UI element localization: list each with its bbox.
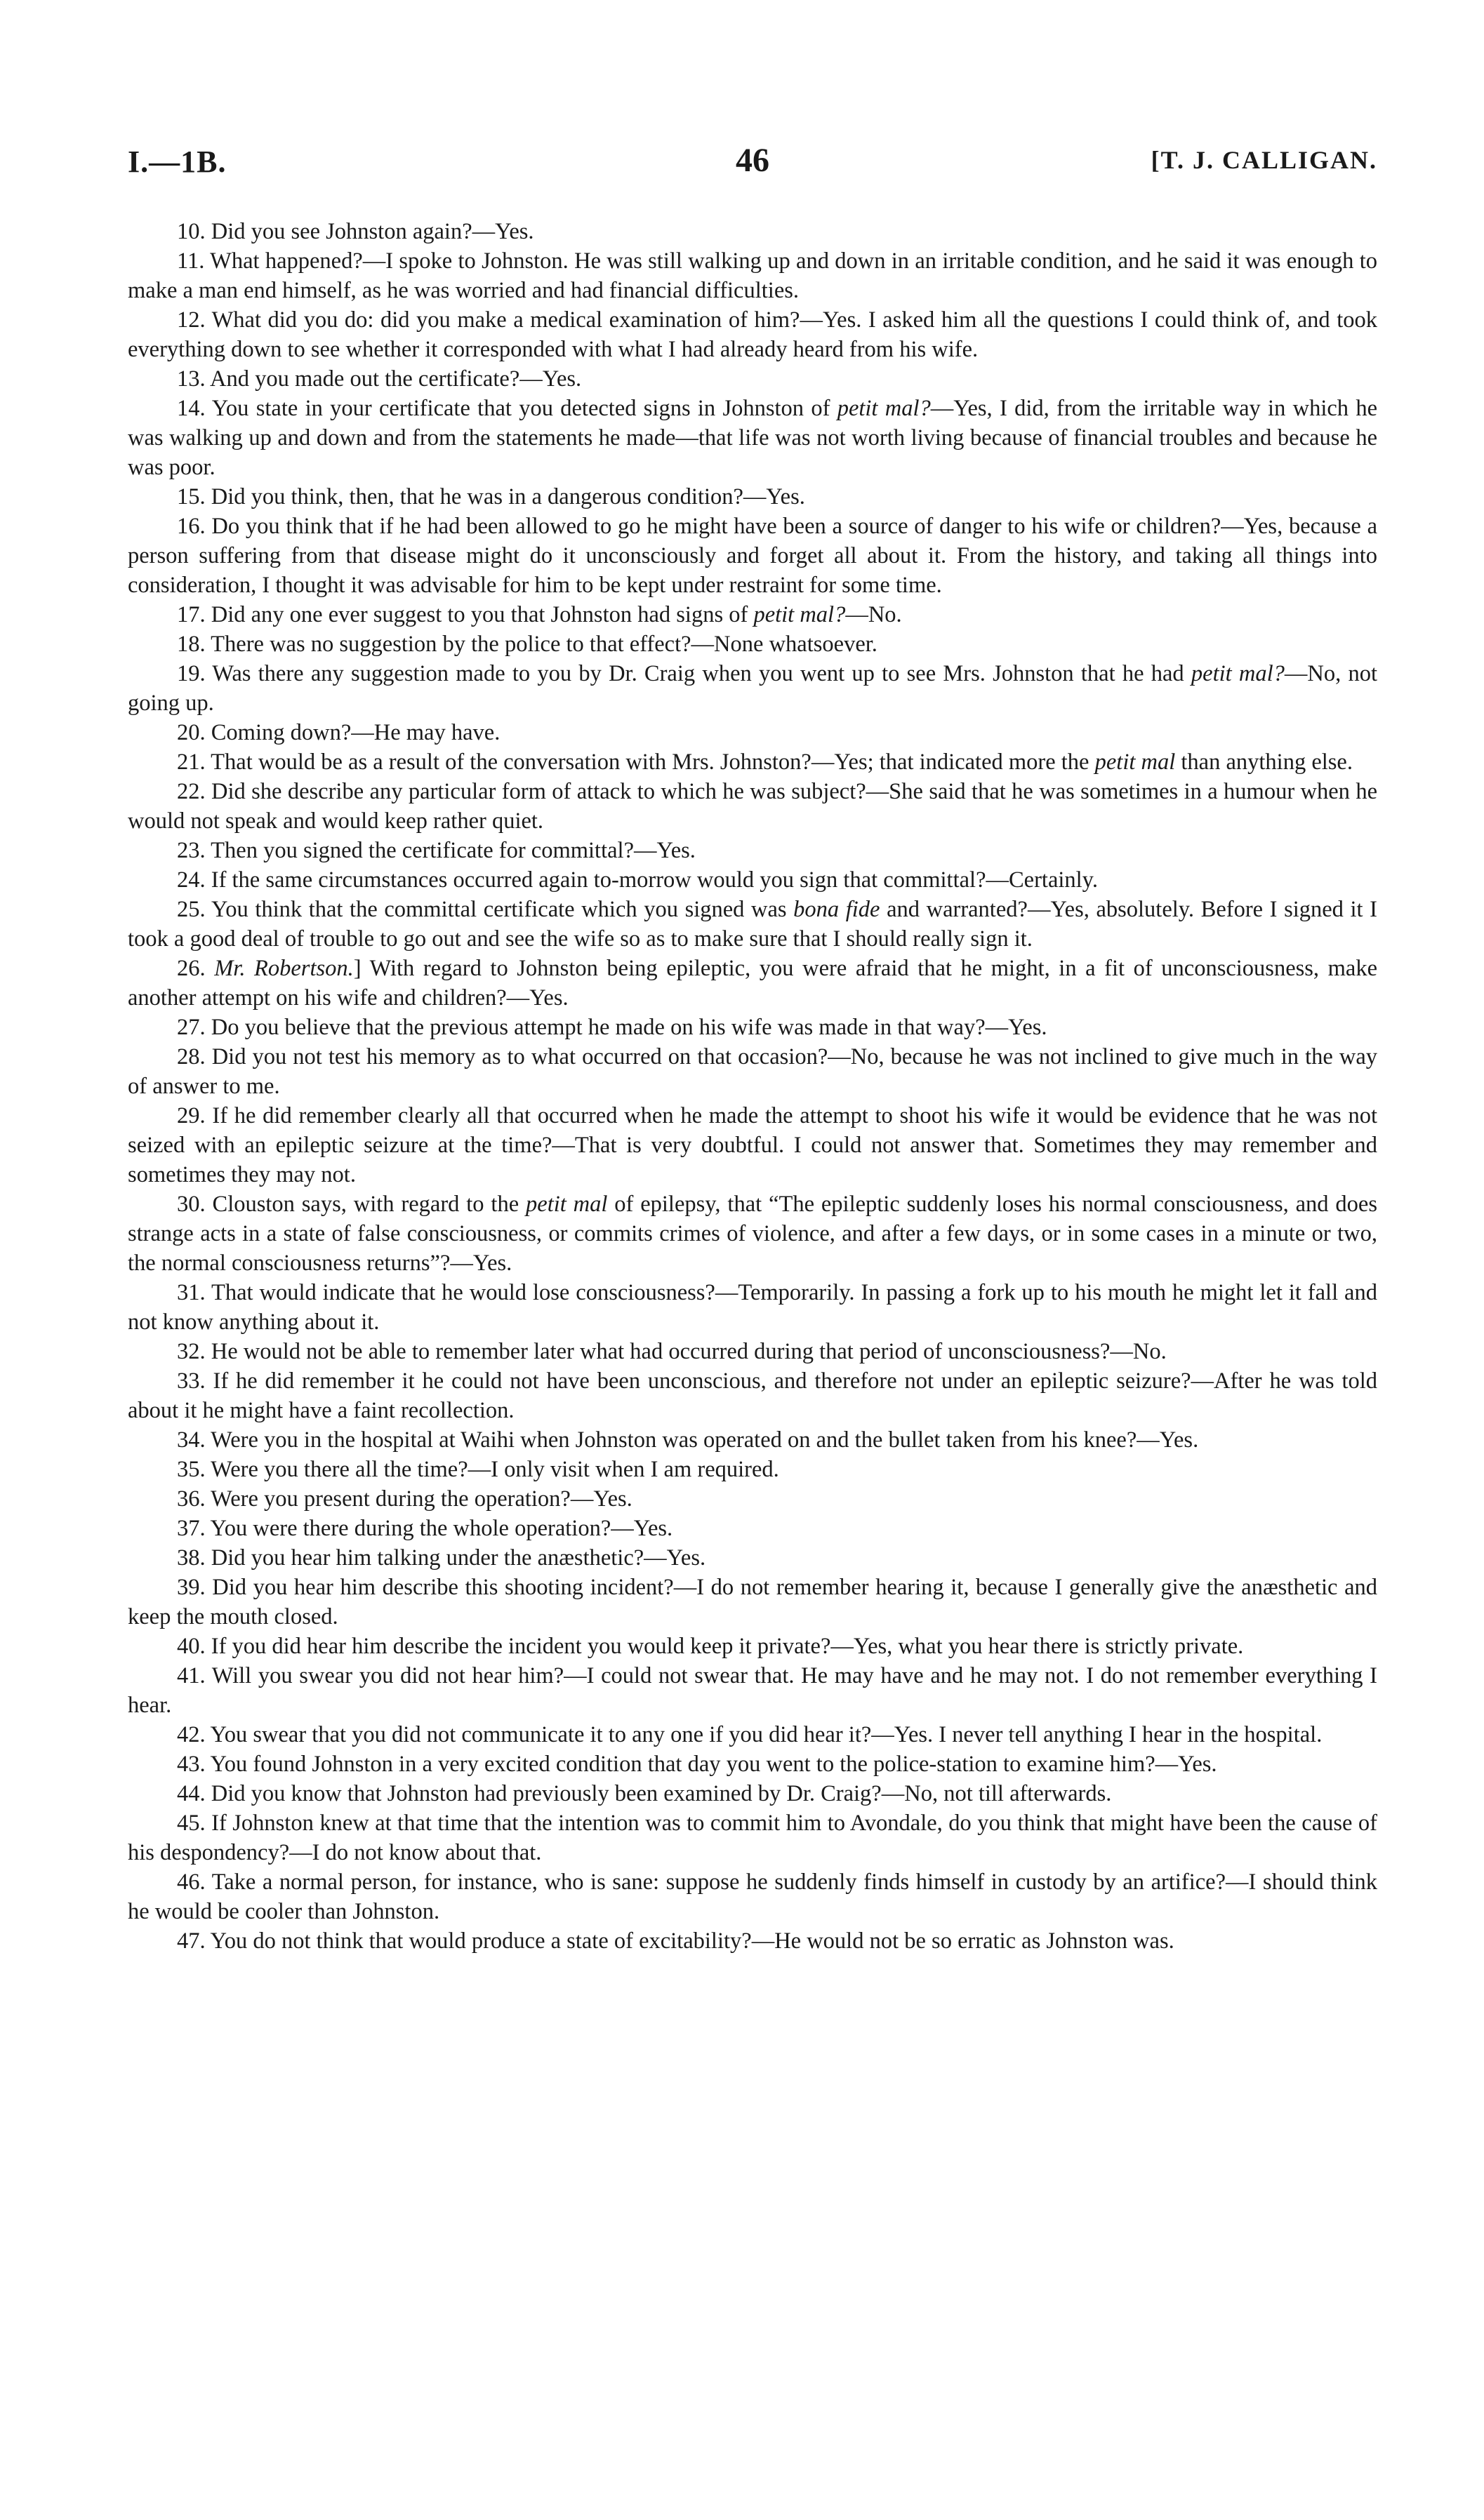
testimony-paragraph xyxy=(128,1867,1377,1926)
testimony-paragraph xyxy=(128,1337,1377,1366)
testimony-paragraph xyxy=(128,1573,1377,1632)
paragraph-text: Then you signed the certificate for committal?—Yes. xyxy=(211,838,696,863)
testimony-paragraph xyxy=(128,895,1377,954)
italic-text: Mr. Robertson. xyxy=(214,956,354,981)
testimony-paragraph xyxy=(128,747,1377,777)
question-number: 33. xyxy=(177,1368,206,1394)
paragraph-text: —No, not going up. xyxy=(128,661,1378,716)
testimony-paragraph xyxy=(128,1278,1377,1337)
paragraph-text: than anything else. xyxy=(1175,749,1353,775)
question-number: 21. xyxy=(177,749,206,775)
testimony-paragraph xyxy=(128,865,1377,895)
testimony-paragraph xyxy=(128,1013,1377,1042)
testimony-paragraph xyxy=(128,600,1377,629)
italic-text: petit mal xyxy=(1094,749,1176,775)
question-number: 19. xyxy=(177,661,206,686)
question-number: 29. xyxy=(177,1103,206,1128)
question-number: 45. xyxy=(177,1811,206,1836)
testimony-paragraph xyxy=(128,1543,1377,1573)
question-number: 44. xyxy=(177,1781,206,1806)
paragraph-text: You state in your certificate that you detected signs in Johnston of xyxy=(211,396,837,421)
paragraph-text: Clouston says, with regard to the xyxy=(212,1192,526,1217)
paragraph-text: You think that the committal certificate which you signed was xyxy=(211,897,794,922)
testimony-paragraph xyxy=(128,1808,1377,1867)
question-number: 41. xyxy=(177,1663,206,1688)
question-number: 12. xyxy=(177,307,206,333)
question-number: 26. xyxy=(177,956,206,981)
testimony-paragraph xyxy=(128,1189,1377,1278)
paragraph-text: Will you swear you did not hear him?—I could not swear that. He may have and he may not. I do not remember everything I hear. xyxy=(128,1663,1377,1718)
question-number: 47. xyxy=(177,1928,206,1954)
paragraph-text: If the same circumstances occurred again to-morrow would you sign that committal?—Certainly. xyxy=(211,867,1098,893)
paragraph-text: If you did hear him describe the incident you would keep it private?—Yes, what you hear there is strictly private. xyxy=(211,1634,1244,1659)
question-number: 10. xyxy=(177,219,206,244)
testimony-paragraph xyxy=(128,777,1377,836)
paragraph-text: Did you not test his memory as to what occurred on that occasion?—No, because he was not inclined to give much in the way of answer to me. xyxy=(128,1044,1378,1099)
question-number: 35. xyxy=(177,1457,206,1482)
paragraph-text: —No. xyxy=(845,602,902,627)
italic-text: petit mal xyxy=(526,1192,608,1217)
question-number: 39. xyxy=(177,1575,206,1600)
paragraph-text: Did you see Johnston again?—Yes. xyxy=(211,219,534,244)
paragraph-text: Were you there all the time?—I only visit when I am required. xyxy=(211,1457,779,1482)
question-number: 13. xyxy=(177,366,206,392)
question-number: 11. xyxy=(177,248,205,274)
question-number: 25. xyxy=(177,897,206,922)
testimony-paragraph xyxy=(128,1779,1377,1808)
question-number: 43. xyxy=(177,1752,206,1777)
paragraph-text: If he did remember it he could not have been unconscious, and therefore not under an epileptic seizure?—After he was told about it he might have a faint recollection. xyxy=(128,1368,1378,1423)
testimony-paragraph xyxy=(128,954,1377,1013)
paragraph-text: What did you do: did you make a medical examination of him?—Yes. I asked him all the questions I could think of, and took everything down to see whether it corresponded with what I had already heard from his wife. xyxy=(128,307,1377,362)
paragraph-text: There was no suggestion by the police to that effect?—None whatsoever. xyxy=(211,632,877,657)
paragraph-text: You were there during the whole operation?—Yes. xyxy=(210,1516,673,1541)
paragraph-text: Did you hear him talking under the anæsthetic?—Yes. xyxy=(211,1545,706,1571)
paragraph-text: If Johnston knew at that time that the intention was to commit him to Avondale, do you think that might have been the cause of his despondency?—I do not know about that. xyxy=(128,1811,1378,1865)
paragraph-text: of epilepsy, that “The epileptic suddenly loses his normal consciousness, and does strange acts in a state of false consciousness, or commits crimes of violence, and after a few days, or in some cases in a minute or two, the normal consciousness returns”?—Yes. xyxy=(128,1192,1377,1276)
paragraph-text: That would be as a result of the conversation with Mrs. Johnston?—Yes; that indicated more the xyxy=(211,749,1095,775)
question-number: 28. xyxy=(177,1044,206,1069)
testimony-paragraph xyxy=(128,217,1377,246)
testimony-paragraph xyxy=(128,512,1377,600)
paragraph-text: Were you present during the operation?—Yes. xyxy=(211,1486,632,1512)
paragraph-text: Did any one ever suggest to you that Johnston had signs of xyxy=(211,602,754,627)
testimony-body xyxy=(128,217,1377,1956)
testimony-paragraph xyxy=(128,305,1377,364)
paragraph-text: Did you think, then, that he was in a dangerous condition?—Yes. xyxy=(211,484,805,509)
testimony-paragraph xyxy=(128,1101,1377,1189)
testimony-paragraph xyxy=(128,1720,1377,1749)
paragraph-text: ] With regard to Johnston being epileptic, you were afraid that he might, in a fit of unconsciousness, make another attempt on his wife and children?—Yes. xyxy=(128,956,1377,1011)
italic-text: bona fide xyxy=(793,897,880,922)
italic-text: petit mal? xyxy=(753,602,846,627)
document-page xyxy=(128,144,1377,1956)
paragraph-text: What happened?—I spoke to Johnston. He was still walking up and down in an irritable condition, and he said it was enough to make a man end himself, as he was worried and had financial difficulties. xyxy=(128,248,1377,303)
testimony-paragraph xyxy=(128,659,1377,718)
page-header xyxy=(128,144,1377,193)
paragraph-text: You do not think that would produce a state of excitability?—He would not be so erratic as Johnston was. xyxy=(210,1928,1174,1954)
question-number: 24. xyxy=(177,867,206,893)
question-number: 22. xyxy=(177,779,206,804)
testimony-paragraph xyxy=(128,1455,1377,1484)
paragraph-text: If he did remember clearly all that occurred when he made the attempt to shoot his wife it would be evidence that he was not seized with an epileptic seizure at the time?—That is very doubtful. I could not answer that. Sometimes they may remember and sometimes they may not. xyxy=(128,1103,1378,1187)
question-number: 14. xyxy=(177,396,206,421)
question-number: 37. xyxy=(177,1516,206,1541)
testimony-paragraph xyxy=(128,718,1377,747)
question-number: 20. xyxy=(177,720,206,745)
question-number: 18. xyxy=(177,632,206,657)
testimony-paragraph xyxy=(128,1425,1377,1455)
paragraph-text: And you made out the certificate?—Yes. xyxy=(209,366,582,392)
testimony-paragraph xyxy=(128,1926,1377,1956)
paragraph-text: Do you believe that the previous attempt he made on his wife was made in that way?—Yes. xyxy=(211,1015,1047,1040)
question-number: 27. xyxy=(177,1015,206,1040)
testimony-paragraph xyxy=(128,482,1377,512)
witness-name: [T. J. CALLIGAN. xyxy=(1151,146,1377,174)
paragraph-text: Was there any suggestion made to you by Dr. Craig when you went up to see Mrs. Johnston that he had xyxy=(212,661,1191,686)
testimony-paragraph xyxy=(128,1042,1377,1101)
paragraph-text: Coming down?—He may have. xyxy=(211,720,501,745)
italic-text: petit mal? xyxy=(1191,661,1285,686)
paragraph-text: Did you hear him describe this shooting incident?—I do not remember hearing it, because I generally give the anæsthetic and keep the mouth closed. xyxy=(128,1575,1378,1629)
question-number: 38. xyxy=(177,1545,206,1571)
question-number: 15. xyxy=(177,484,206,509)
paragraph-text: That would indicate that he would lose consciousness?—Temporarily. In passing a fork up to his mouth he might let it fall and not know anything about it. xyxy=(128,1280,1377,1335)
testimony-paragraph xyxy=(128,1632,1377,1661)
testimony-paragraph xyxy=(128,629,1377,659)
paragraph-text: and warranted?—Yes, absolutely. Before I signed it I took a good deal of trouble to go out and see the wife so as to make sure that I should really sign it. xyxy=(128,897,1377,952)
testimony-paragraph xyxy=(128,1749,1377,1779)
italic-text: petit mal? xyxy=(837,396,931,421)
question-number: 42. xyxy=(177,1722,206,1747)
testimony-paragraph xyxy=(128,1484,1377,1514)
question-number: 30. xyxy=(177,1192,206,1217)
question-number: 46. xyxy=(177,1869,206,1895)
paragraph-text: Were you in the hospital at Waihi when Johnston was operated on and the bullet taken from his knee?—Yes. xyxy=(211,1427,1199,1453)
question-number: 32. xyxy=(177,1339,206,1364)
question-number: 31. xyxy=(177,1280,206,1305)
paragraph-text: Did you know that Johnston had previously been examined by Dr. Craig?—No, not till afterwards. xyxy=(211,1781,1112,1806)
testimony-paragraph xyxy=(128,1366,1377,1425)
testimony-paragraph xyxy=(128,1514,1377,1543)
testimony-paragraph xyxy=(128,364,1377,394)
question-number: 23. xyxy=(177,838,206,863)
paragraph-text: You swear that you did not communicate it to any one if you did hear it?—Yes. I never tell anything I hear in the hospital. xyxy=(210,1722,1323,1747)
paragraph-text: Did she describe any particular form of attack to which he was subject?—She said that he was sometimes in a humour when he would not speak and would keep rather quiet. xyxy=(128,779,1377,834)
paragraph-text: Do you think that if he had been allowed to go he might have been a source of danger to his wife or children?—Yes, because a person suffering from that disease might do it unconsciously and forget all about it. From the history, and taking all things into consideration, I thought it was advisable for him to be kept under restraint for some time. xyxy=(128,514,1377,598)
paragraph-text: You found Johnston in a very excited condition that day you went to the police-station to examine him?—Yes. xyxy=(210,1752,1217,1777)
question-number: 16. xyxy=(177,514,206,539)
testimony-paragraph xyxy=(128,394,1377,482)
testimony-paragraph xyxy=(128,246,1377,305)
page-number: 46 xyxy=(736,142,769,179)
testimony-paragraph xyxy=(128,1661,1377,1720)
document-reference: I.—1B. xyxy=(128,145,227,179)
paragraph-text: He would not be able to remember later what had occurred during that period of unconsciousness?—No. xyxy=(211,1339,1167,1364)
paragraph-text: Take a normal person, for instance, who is sane: suppose he suddenly finds himself in custody by an artifice?—I should think he would be cooler than Johnston. xyxy=(128,1869,1377,1924)
question-number: 36. xyxy=(177,1486,206,1512)
testimony-paragraph xyxy=(128,836,1377,865)
paragraph-text: —Yes, I did, from the irritable way in which he was walking up and down and from the statements he made—that life was not worth living because of financial troubles and because he was poor. xyxy=(128,396,1378,480)
question-number: 17. xyxy=(177,602,206,627)
question-number: 34. xyxy=(177,1427,206,1453)
question-number: 40. xyxy=(177,1634,206,1659)
